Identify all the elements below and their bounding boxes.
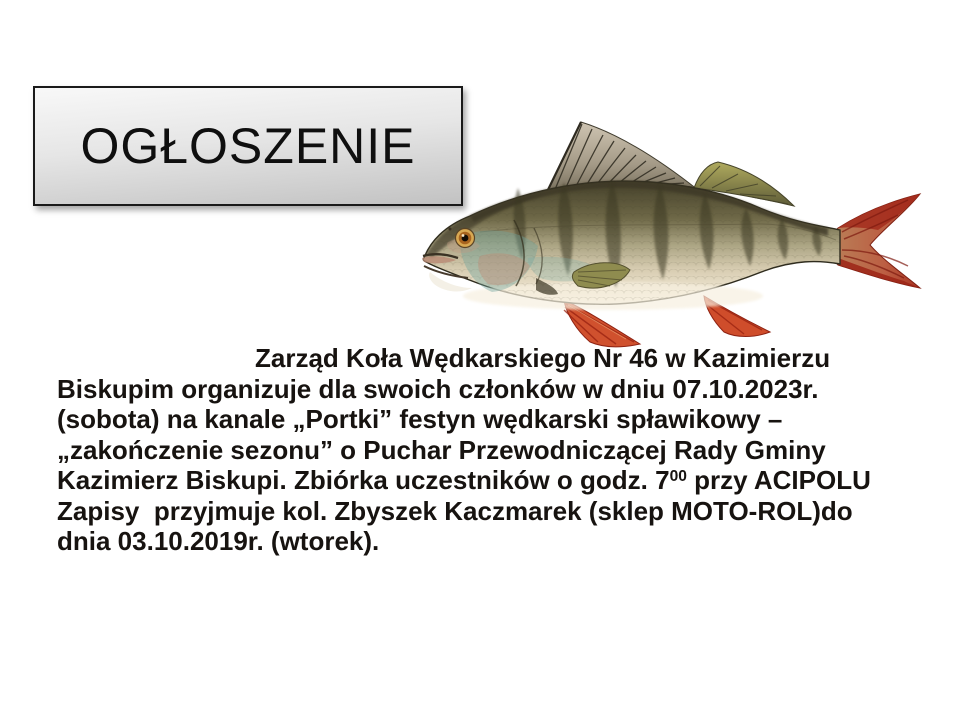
superscript-time: 00: [669, 468, 687, 486]
text-line: [57, 404, 919, 435]
text-run: dnia 03.10.2019r. (wtorek).: [57, 526, 380, 556]
text-line: [57, 496, 919, 527]
text-run: Zarząd Koła Wędkarskiego Nr 46 w Kazimierzu: [255, 343, 831, 373]
perch-fish-svg: [408, 108, 933, 355]
text-line: [57, 526, 919, 557]
text-run: Biskupim organizuje dla swoich członków w dniu 07.10.2023r.: [57, 373, 819, 404]
slide-title: OGŁOSZENIE: [80, 118, 416, 174]
text-run: (sobota) na kanale „Portki” festyn wędkarski spławikowy –: [57, 404, 783, 434]
text-run: „zakończenie sezonu” o Puchar Przewodniczącej Rady Gminy: [57, 434, 826, 465]
text-line: [57, 465, 919, 496]
tail-fin: [831, 194, 921, 288]
perch-fish-image: [408, 108, 933, 355]
text-line: [57, 374, 919, 405]
text-line: [57, 343, 919, 374]
text-line: [57, 435, 919, 466]
text-run: Zapisy przyjmuje kol. Zbyszek Kaczmarek (sklep MOTO-ROL)do: [57, 495, 853, 526]
title-box: [33, 86, 463, 206]
text-run: Kazimierz Biskupi. Zbiórka uczestników o godz. 7: [57, 465, 670, 495]
text-run: przy ACIPOLU: [686, 465, 871, 495]
announcement-text: [57, 343, 919, 557]
